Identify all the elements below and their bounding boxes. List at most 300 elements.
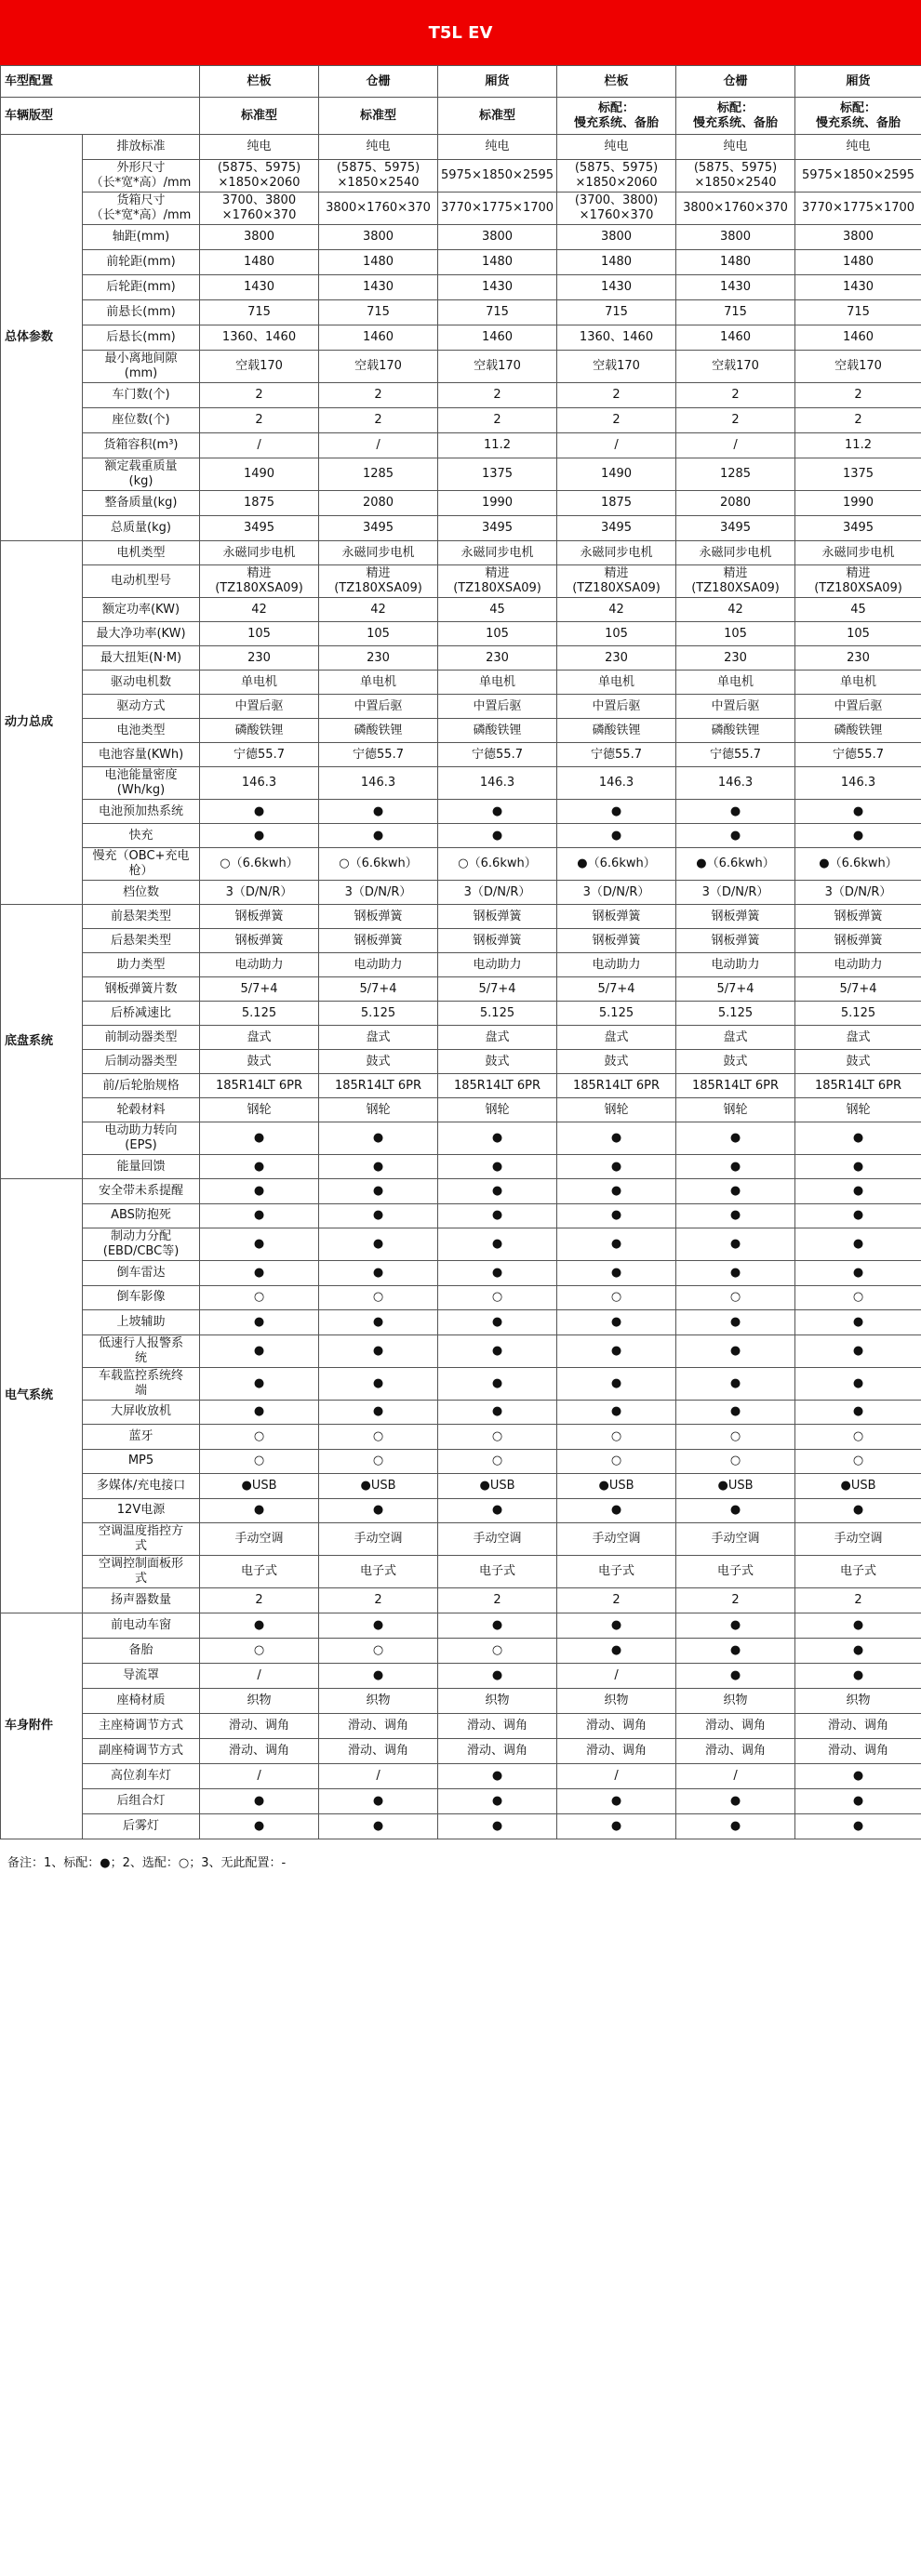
spec-cell: 钢轮 (438, 1098, 557, 1122)
spec-cell: 2 (557, 1588, 676, 1613)
table-row (1, 1474, 921, 1499)
table-row (1, 1026, 921, 1050)
spec-cell: 滑动、调角 (319, 1738, 438, 1763)
spec-cell: ○ (200, 1638, 319, 1663)
spec-cell: ● (438, 1400, 557, 1425)
spec-cell: 3800×1760×370 (319, 193, 438, 225)
spec-cell: 精进 (TZ180XSA09) (319, 565, 438, 598)
spec-cell: 5/7+4 (557, 977, 676, 1002)
table-row (1, 516, 921, 541)
spec-cell: ● (676, 1155, 795, 1179)
spec-cell: 230 (319, 646, 438, 671)
spec-cell: 3（D/N/R） (319, 881, 438, 905)
spec-cell: 715 (557, 300, 676, 325)
table-row (1, 977, 921, 1002)
spec-cell: ● (200, 1334, 319, 1367)
spec-cell: 滑动、调角 (795, 1738, 921, 1763)
spec-cell: 105 (795, 622, 921, 646)
row-label: 前轮距(mm) (83, 250, 200, 275)
row-label: 前电动车窗 (83, 1613, 200, 1638)
spec-cell: 3（D/N/R） (200, 881, 319, 905)
table-row (1, 1763, 921, 1788)
spec-cell: / (200, 433, 319, 458)
spec-cell: 230 (200, 646, 319, 671)
spec-cell: 钢轮 (319, 1098, 438, 1122)
spec-cell: 185R14LT 6PR (676, 1074, 795, 1098)
table-row (1, 491, 921, 516)
spec-cell: 纯电 (438, 135, 557, 160)
row-label: 扬声器数量 (83, 1588, 200, 1613)
header-cell: 厢货 (795, 66, 921, 98)
row-label: 后悬长(mm) (83, 325, 200, 351)
spec-cell: 45 (438, 598, 557, 622)
row-label: 前悬长(mm) (83, 300, 200, 325)
spec-cell: 精进 (TZ180XSA09) (200, 565, 319, 598)
spec-cell: ● (795, 1788, 921, 1813)
spec-cell: ●（6.6kwh） (795, 848, 921, 881)
header-cell: 厢货 (438, 66, 557, 98)
spec-cell: 1430 (438, 275, 557, 300)
spec-cell: 2 (795, 383, 921, 408)
spec-cell: 3770×1775×1700 (438, 193, 557, 225)
spec-cell: 715 (676, 300, 795, 325)
spec-cell: ○ (676, 1285, 795, 1310)
spec-cell: ● (795, 824, 921, 848)
spec-cell: ● (319, 1203, 438, 1228)
row-label: 电动助力转向 (EPS) (83, 1122, 200, 1155)
table-row (1, 1179, 921, 1204)
spec-cell: 1480 (200, 250, 319, 275)
spec-cell: ● (795, 1155, 921, 1179)
spec-cell: 5975×1850×2595 (438, 160, 557, 193)
row-label: 电动机型号 (83, 565, 200, 598)
spec-cell: ● (795, 1400, 921, 1425)
spec-cell: ● (795, 1122, 921, 1155)
row-label: ABS防抱死 (83, 1203, 200, 1228)
row-label: 倒车影像 (83, 1285, 200, 1310)
spec-cell: 105 (676, 622, 795, 646)
spec-cell: 5.125 (795, 1002, 921, 1026)
spec-cell: ● (319, 1261, 438, 1286)
spec-cell: 2 (438, 408, 557, 433)
spec-cell: 宁德55.7 (676, 743, 795, 767)
spec-cell: 2 (438, 1588, 557, 1613)
spec-cell: 3800 (557, 225, 676, 250)
table-row (1, 905, 921, 929)
spec-cell: 2 (200, 1588, 319, 1613)
spec-cell: ● (795, 1763, 921, 1788)
spec-cell: 单电机 (795, 671, 921, 695)
table-row (1, 800, 921, 824)
spec-cell: 5.125 (438, 1002, 557, 1026)
row-label: 安全带未系提醒 (83, 1179, 200, 1204)
spec-cell: ● (557, 1310, 676, 1335)
spec-cell: 精进 (TZ180XSA09) (676, 565, 795, 598)
row-label: 外形尺寸 （长*宽*高）/mm (83, 160, 200, 193)
spec-cell: 105 (200, 622, 319, 646)
spec-cell: ● (200, 1228, 319, 1261)
spec-cell: 3800 (438, 225, 557, 250)
spec-cell: 空载170 (676, 351, 795, 383)
spec-cell: 230 (557, 646, 676, 671)
row-label: 能量回馈 (83, 1155, 200, 1179)
header-cell: 仓栅 (676, 66, 795, 98)
row-label: 12V电源 (83, 1498, 200, 1523)
spec-cell: 手动空调 (200, 1523, 319, 1556)
spec-cell: ● (319, 1310, 438, 1335)
row-label: 蓝牙 (83, 1425, 200, 1450)
row-label: 后桥减速比 (83, 1002, 200, 1026)
table-row (1, 1813, 921, 1839)
spec-cell: / (676, 433, 795, 458)
spec-cell: ● (438, 1813, 557, 1839)
spec-cell: 纯电 (795, 135, 921, 160)
spec-cell: ● (200, 1400, 319, 1425)
row-label: 最大扭矩(N·M) (83, 646, 200, 671)
table-row (1, 300, 921, 325)
spec-cell: 钢板弹簧 (795, 905, 921, 929)
table-row (1, 325, 921, 351)
spec-cell: 电动助力 (557, 953, 676, 977)
spec-cell: 715 (319, 300, 438, 325)
spec-cell: 鼓式 (438, 1050, 557, 1074)
spec-cell: 5/7+4 (438, 977, 557, 1002)
header-cell: 栏板 (200, 66, 319, 98)
spec-cell: 宁德55.7 (795, 743, 921, 767)
row-label: 货箱容积(m³) (83, 433, 200, 458)
spec-cell: 钢轮 (676, 1098, 795, 1122)
spec-cell: 715 (200, 300, 319, 325)
row-label: 最大净功率(KW) (83, 622, 200, 646)
spec-cell: 鼓式 (676, 1050, 795, 1074)
spec-cell: 磷酸铁锂 (200, 719, 319, 743)
spec-cell: 230 (795, 646, 921, 671)
spec-cell: 5.125 (319, 1002, 438, 1026)
spec-cell: 精进 (TZ180XSA09) (557, 565, 676, 598)
spec-cell: ○ (557, 1285, 676, 1310)
spec-cell: 185R14LT 6PR (557, 1074, 676, 1098)
spec-cell: ○ (676, 1449, 795, 1474)
spec-cell: ● (557, 1498, 676, 1523)
row-label: 档位数 (83, 881, 200, 905)
spec-cell: 715 (795, 300, 921, 325)
spec-cell: 11.2 (438, 433, 557, 458)
spec-cell: ● (557, 1400, 676, 1425)
spec-cell: ● (795, 1179, 921, 1204)
spec-cell: 磷酸铁锂 (795, 719, 921, 743)
spec-cell: 3（D/N/R） (557, 881, 676, 905)
spec-cell: ● (557, 1813, 676, 1839)
spec-cell: 纯电 (200, 135, 319, 160)
spec-cell: 42 (676, 598, 795, 622)
spec-cell: 1375 (438, 458, 557, 491)
spec-cell: 1480 (319, 250, 438, 275)
row-label: 最小离地间隙 (mm) (83, 351, 200, 383)
spec-cell: ●（6.6kwh） (557, 848, 676, 881)
spec-cell: 5/7+4 (319, 977, 438, 1002)
table-row (1, 767, 921, 800)
spec-cell: ● (795, 1613, 921, 1638)
section-name: 底盘系统 (1, 905, 83, 1179)
spec-cell: 电子式 (200, 1556, 319, 1588)
spec-cell: ●USB (319, 1474, 438, 1499)
spec-cell: 电子式 (438, 1556, 557, 1588)
spec-cell: 2 (319, 1588, 438, 1613)
spec-cell: ○ (557, 1449, 676, 1474)
spec-cell: 1430 (200, 275, 319, 300)
spec-cell: 永磁同步电机 (795, 541, 921, 565)
row-label: 座椅材质 (83, 1688, 200, 1713)
spec-cell: 空载170 (438, 351, 557, 383)
spec-cell: ● (438, 1788, 557, 1813)
row-label: 货箱尺寸 （长*宽*高）/mm (83, 193, 200, 225)
spec-cell: 钢板弹簧 (676, 929, 795, 953)
table-row (1, 1285, 921, 1310)
spec-cell: 3800 (795, 225, 921, 250)
row-label: 电池类型 (83, 719, 200, 743)
spec-cell: 2 (438, 383, 557, 408)
section-name: 电气系统 (1, 1179, 83, 1613)
spec-cell: 3（D/N/R） (795, 881, 921, 905)
spec-cell: 中置后驱 (319, 695, 438, 719)
spec-cell: 织物 (319, 1688, 438, 1713)
spec-cell: 42 (319, 598, 438, 622)
spec-cell: 钢板弹簧 (200, 905, 319, 929)
spec-cell: 纯电 (676, 135, 795, 160)
row-label: 倒车雷达 (83, 1261, 200, 1286)
spec-cell: 钢板弹簧 (557, 929, 676, 953)
row-label: 电池能量密度 (Wh/kg) (83, 767, 200, 800)
spec-cell: 1460 (676, 325, 795, 351)
spec-cell: ● (795, 1813, 921, 1839)
spec-cell: 手动空调 (319, 1523, 438, 1556)
table-row (1, 408, 921, 433)
spec-cell: 钢板弹簧 (676, 905, 795, 929)
spec-cell: 空载170 (319, 351, 438, 383)
spec-cell: ● (438, 824, 557, 848)
spec-cell: 滑动、调角 (795, 1713, 921, 1738)
row-label: 慢充（OBC+充电 枪） (83, 848, 200, 881)
spec-cell: 盘式 (676, 1026, 795, 1050)
spec-cell: 3800 (200, 225, 319, 250)
spec-cell: 空载170 (200, 351, 319, 383)
spec-cell: 中置后驱 (676, 695, 795, 719)
spec-cell: 1875 (557, 491, 676, 516)
table-row (1, 929, 921, 953)
spec-cell: 146.3 (438, 767, 557, 800)
spec-cell: (5875、5975) ×1850×2540 (676, 160, 795, 193)
spec-cell: 滑动、调角 (319, 1713, 438, 1738)
table-row (1, 458, 921, 491)
spec-cell: ● (795, 1367, 921, 1400)
row-label: 主座椅调节方式 (83, 1713, 200, 1738)
spec-cell: 3495 (200, 516, 319, 541)
header-label: 车辆版型 (1, 98, 200, 135)
spec-cell: 2 (676, 383, 795, 408)
spec-cell: 1430 (795, 275, 921, 300)
spec-cell: 手动空调 (557, 1523, 676, 1556)
spec-cell: 鼓式 (557, 1050, 676, 1074)
spec-cell: 5/7+4 (200, 977, 319, 1002)
spec-cell: 空载170 (557, 351, 676, 383)
spec-cell: 3495 (557, 516, 676, 541)
spec-cell: ○ (200, 1285, 319, 1310)
spec-cell: 42 (557, 598, 676, 622)
spec-cell: ● (319, 824, 438, 848)
spec-cell: 2 (795, 408, 921, 433)
spec-cell: 中置后驱 (557, 695, 676, 719)
row-label: 轴距(mm) (83, 225, 200, 250)
table-row (1, 646, 921, 671)
spec-cell: 滑动、调角 (200, 1738, 319, 1763)
spec-cell: 1480 (438, 250, 557, 275)
spec-cell: ● (676, 1203, 795, 1228)
spec-cell: ● (200, 1203, 319, 1228)
spec-cell: 105 (557, 622, 676, 646)
spec-cell: / (557, 1663, 676, 1688)
spec-cell: 钢板弹簧 (557, 905, 676, 929)
spec-cell: ○ (319, 1449, 438, 1474)
page-title: T5L EV (0, 0, 921, 65)
spec-cell: ●USB (438, 1474, 557, 1499)
spec-cell: (5875、5975) ×1850×2540 (319, 160, 438, 193)
spec-cell: 1490 (557, 458, 676, 491)
spec-cell: 盘式 (557, 1026, 676, 1050)
row-label: 高位刹车灯 (83, 1763, 200, 1788)
spec-cell: 3800 (319, 225, 438, 250)
row-label: 备胎 (83, 1638, 200, 1663)
spec-cell: (5875、5975) ×1850×2060 (557, 160, 676, 193)
spec-cell: 滑动、调角 (200, 1713, 319, 1738)
table-row (1, 1788, 921, 1813)
spec-cell: ● (795, 1261, 921, 1286)
spec-cell: ● (557, 1179, 676, 1204)
spec-cell: 1460 (319, 325, 438, 351)
row-label: 副座椅调节方式 (83, 1738, 200, 1763)
spec-cell: 1285 (676, 458, 795, 491)
table-row (1, 1002, 921, 1026)
header-row (1, 98, 921, 135)
row-label: 后悬架类型 (83, 929, 200, 953)
spec-cell: ● (557, 1228, 676, 1261)
spec-cell: ○ (795, 1425, 921, 1450)
spec-cell: ● (438, 1367, 557, 1400)
table-row (1, 160, 921, 193)
row-label: 车载监控系统终 端 (83, 1367, 200, 1400)
spec-cell: 2 (200, 383, 319, 408)
spec-cell: 磷酸铁锂 (319, 719, 438, 743)
spec-cell: 2 (676, 1588, 795, 1613)
spec-cell: 1480 (795, 250, 921, 275)
spec-cell: ● (676, 1788, 795, 1813)
spec-cell: ● (319, 1367, 438, 1400)
spec-cell: ● (438, 1663, 557, 1688)
spec-cell: ● (200, 1613, 319, 1638)
spec-cell: / (557, 1763, 676, 1788)
spec-cell: 2 (676, 408, 795, 433)
spec-cell: (3700、3800) ×1760×370 (557, 193, 676, 225)
spec-cell: 织物 (795, 1688, 921, 1713)
spec-cell: ● (676, 1228, 795, 1261)
spec-cell: 织物 (557, 1688, 676, 1713)
spec-cell: ● (676, 1400, 795, 1425)
spec-cell: 146.3 (557, 767, 676, 800)
spec-cell: 5/7+4 (795, 977, 921, 1002)
table-row (1, 1713, 921, 1738)
spec-cell: ● (319, 1179, 438, 1204)
table-row (1, 1425, 921, 1450)
spec-cell: ● (438, 1613, 557, 1638)
spec-cell: ● (200, 1788, 319, 1813)
spec-cell: 精进 (TZ180XSA09) (438, 565, 557, 598)
spec-cell: 空载170 (795, 351, 921, 383)
spec-cell: 滑动、调角 (557, 1738, 676, 1763)
spec-cell: 1990 (438, 491, 557, 516)
spec-table (0, 65, 921, 1839)
spec-cell: ● (438, 1334, 557, 1367)
spec-cell: 精进 (TZ180XSA09) (795, 565, 921, 598)
spec-cell: ○ (319, 1638, 438, 1663)
spec-cell: ● (795, 1498, 921, 1523)
table-row (1, 1228, 921, 1261)
table-row (1, 1738, 921, 1763)
row-label: 电池容量(KWh) (83, 743, 200, 767)
spec-cell: ● (319, 1334, 438, 1367)
spec-cell: / (557, 433, 676, 458)
section-name: 车身附件 (1, 1613, 83, 1839)
spec-cell: / (319, 1763, 438, 1788)
spec-cell: 滑动、调角 (438, 1713, 557, 1738)
spec-cell: ● (438, 1498, 557, 1523)
spec-cell: 永磁同步电机 (557, 541, 676, 565)
spec-cell: 盘式 (795, 1026, 921, 1050)
table-row (1, 135, 921, 160)
spec-cell: 185R14LT 6PR (200, 1074, 319, 1098)
spec-cell: 146.3 (676, 767, 795, 800)
spec-cell: ● (200, 1498, 319, 1523)
spec-cell: ● (795, 1334, 921, 1367)
row-label: 前/后轮胎规格 (83, 1074, 200, 1098)
spec-cell: 电子式 (557, 1556, 676, 1588)
spec-cell: ● (557, 824, 676, 848)
spec-cell: ● (795, 800, 921, 824)
header-cell: 标配： 慢充系统、备胎 (676, 98, 795, 135)
row-label: 轮毂材料 (83, 1098, 200, 1122)
spec-cell: 2 (200, 408, 319, 433)
spec-cell: ● (438, 1228, 557, 1261)
spec-cell: 单电机 (319, 671, 438, 695)
spec-cell: 105 (319, 622, 438, 646)
spec-cell: ● (438, 800, 557, 824)
spec-cell: 钢板弹簧 (795, 929, 921, 953)
row-label: 空调温度指控方 式 (83, 1523, 200, 1556)
table-row (1, 1074, 921, 1098)
spec-cell: 钢板弹簧 (319, 905, 438, 929)
spec-cell: ● (200, 1122, 319, 1155)
spec-cell: ● (676, 1367, 795, 1400)
spec-cell: ● (557, 1613, 676, 1638)
row-label: 制动力分配 (EBD/CBC等) (83, 1228, 200, 1261)
row-label: 大屏收放机 (83, 1400, 200, 1425)
spec-cell: 42 (200, 598, 319, 622)
spec-cell: ● (557, 1155, 676, 1179)
spec-cell: ● (557, 1334, 676, 1367)
row-label: 快充 (83, 824, 200, 848)
header-label: 车型配置 (1, 66, 200, 98)
table-row (1, 1688, 921, 1713)
header-cell: 标配： 慢充系统、备胎 (557, 98, 676, 135)
spec-cell: / (200, 1763, 319, 1788)
